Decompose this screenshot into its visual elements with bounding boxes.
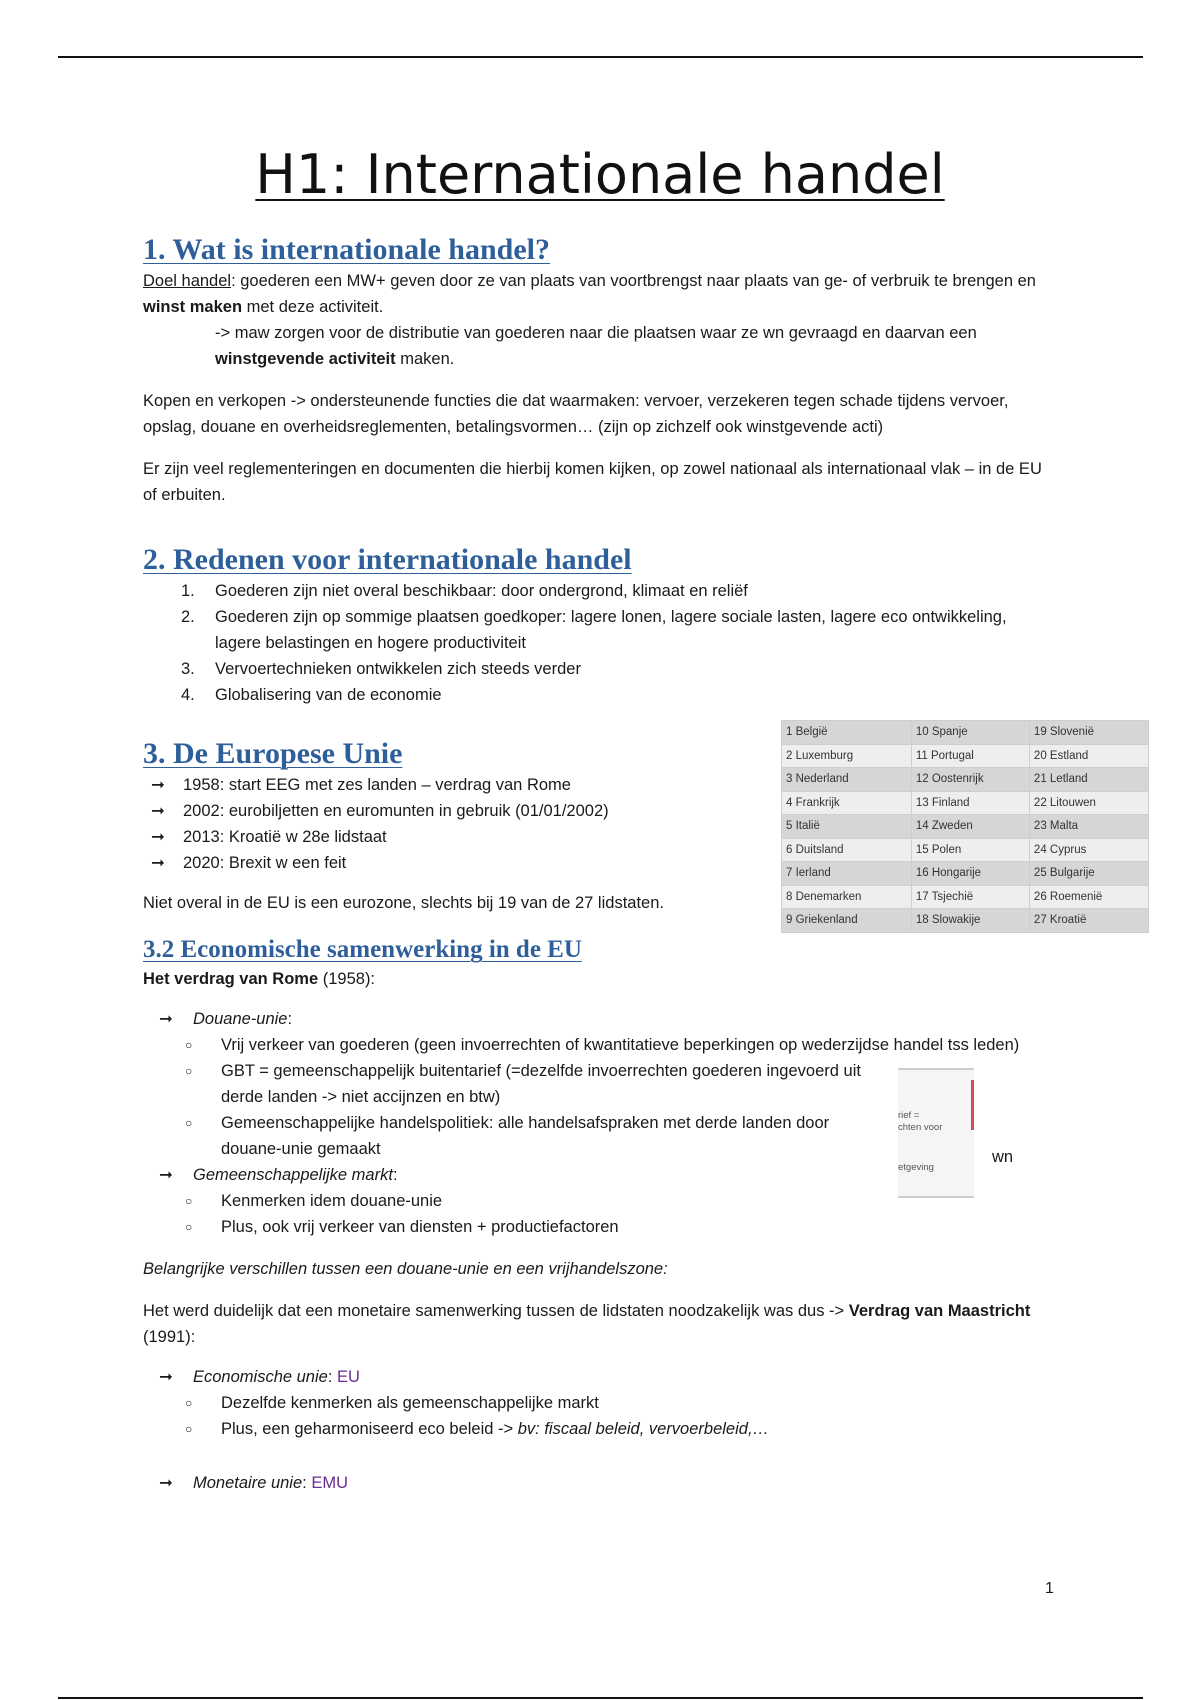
table-row: 9 Griekenland 18 Slowakije 27 Kroatië — [782, 909, 1149, 933]
list-item: ○ GBT = gemeenschappelijk buitentarief (=dezelfde invoerrechten goederen ingevoerd uit derde landen -> niet accijnzen en btw) — [143, 1058, 881, 1110]
list-item: 4. Globalisering van de economie — [181, 686, 442, 704]
section-eu — [143, 736, 763, 916]
section-economic-cooperation — [143, 934, 1043, 1496]
eu-timeline-list — [143, 772, 763, 876]
list-item: 2. Goederen zijn op sommige plaatsen goedkoper: lagere lonen, lagere sociale lasten, lagere eco ontwikkeling, lagere belastingen en hogere productiviteit — [181, 608, 1007, 652]
list-item: 3. Vervoertechnieken ontwikkelen zich steeds verder — [181, 660, 581, 678]
footer-rule — [58, 1697, 1143, 1699]
list-item: ○ Vrij verkeer van goederen (geen invoerrechten of kwantitatieve beperkingen op wederzijdse handel tss leden) — [143, 1032, 1031, 1058]
bullet-circle-icon: ○ — [185, 1396, 193, 1410]
list-item: ○ Kenmerken idem douane-unie — [143, 1188, 1043, 1214]
arrow-icon: ➞ — [151, 776, 165, 794]
bullet-circle-icon: ○ — [185, 1038, 193, 1052]
list-item: ○ Plus, ook vrij verkeer van diensten + productiefactoren — [143, 1214, 1043, 1240]
table-row: 8 Denemarken 17 Tsjechië 26 Roemenië — [782, 885, 1149, 909]
section-reasons — [143, 542, 1043, 708]
list-item: ➞ Gemeenschappelijke markt: — [143, 1162, 1043, 1188]
eurozone-note: Niet overal in de EU is een eurozone, slechts bij 19 van de 27 lidstaten. — [143, 894, 664, 912]
bullet-circle-icon: ○ — [185, 1064, 193, 1078]
list-item: ➞ 1958: start EEG met zes landen – verdrag van Rome — [143, 772, 763, 798]
section-1-paragraph-1: Doel handel: goederen een MW+ geven door ze van plaats van voortbrengst naar plaats van ge- of verbruik te brengen en winst maken met deze activiteit. — [143, 272, 1036, 316]
list-item: ➞ 2020: Brexit w een feit — [143, 850, 763, 876]
arrow-icon: ➞ — [159, 1368, 173, 1386]
bullet-circle-icon: ○ — [185, 1422, 193, 1436]
differences-line: Belangrijke verschillen tussen een douane-unie en een vrijhandelszone: — [143, 1260, 668, 1278]
list-item: ➞ Douane-unie: — [143, 1006, 1043, 1032]
arrow-icon: ➞ — [159, 1166, 173, 1184]
reasons-list — [143, 578, 1043, 708]
arrow-icon: ➞ — [159, 1010, 173, 1028]
maastricht-line: Het werd duidelijk dat een monetaire samenwerking tussen de lidstaten noodzakelijk was dus -> Verdrag van Maastricht (1991): — [143, 1302, 1031, 1346]
arrow-icon: ➞ — [151, 828, 165, 846]
bullet-circle-icon: ○ — [185, 1220, 193, 1234]
eco-list — [143, 1390, 1043, 1442]
arrow-icon: ➞ — [151, 854, 165, 872]
section-1-heading: 1. Wat is internationale handel? — [143, 233, 550, 266]
section-1-paragraph-4: Er zijn veel reglementeringen en documenten die hierbij komen kijken, op zowel nationaal als internationaal vlak – in de EU of erbuiten. — [143, 460, 1042, 504]
fragment-wn: wn — [992, 1148, 1014, 1166]
cropped-image-fragment: rief = chten voor etgeving — [898, 1068, 974, 1198]
table-row: 3 Nederland 12 Oostenrijk 21 Letland — [782, 768, 1149, 792]
table-row: 4 Frankrijk 13 Finland 22 Litouwen — [782, 791, 1149, 815]
fragment-red-mark — [971, 1080, 974, 1130]
list-item: ➞ 2002: eurobiljetten en euromunten in gebruik (01/01/2002) — [143, 798, 763, 824]
table-row: 2 Luxemburg 11 Portugal 20 Estland — [782, 744, 1149, 768]
list-item: ○ Gemeenschappelijke handelspolitiek: alle handelsafspraken met derde landen door douane-unie gemaakt — [143, 1110, 881, 1162]
table-row: 1 België 10 Spanje 19 Slovenië — [782, 721, 1149, 745]
list-item: ○ Plus, een geharmoniseerd eco beleid -> bv: fiscaal beleid, vervoerbeleid,… — [143, 1416, 1043, 1442]
list-item: ➞ Monetaire unie: EMU — [143, 1470, 1043, 1496]
section-3-heading: 3. De Europese Unie — [143, 737, 403, 770]
page-number: 1 — [1045, 1580, 1054, 1597]
section-what-is-trade — [143, 232, 1043, 508]
section-3-2-heading: 3.2 Economische samenwerking in de EU — [143, 936, 582, 963]
header-rule — [58, 56, 1143, 58]
list-item: ➞ 2013: Kroatië w 28e lidstaat — [143, 824, 763, 850]
arrow-icon: ➞ — [151, 802, 165, 820]
page-title: H1: Internationale handel — [255, 143, 945, 206]
rome-list — [143, 1006, 1043, 1032]
eco-list-head — [143, 1364, 1043, 1390]
table-row: 7 Ierland 16 Hongarije 25 Bulgarije — [782, 862, 1149, 886]
section-1-paragraph-3: Kopen en verkopen -> ondersteunende functies die dat waarmaken: vervoer, verzekeren tegen schade tijdens vervoer, opslag, douane en overheidsreglementen, betalingsvormen… (zijn op zichzelf ook winstgevende acti) — [143, 392, 1009, 436]
section-2-heading: 2. Redenen voor internationale handel — [143, 543, 632, 576]
table-row: 5 Italië 14 Zweden 23 Malta — [782, 815, 1149, 839]
section-1-paragraph-2: -> maw zorgen voor de distributie van goederen naar die plaatsen waar ze wn gevraagd en daarvan een winstgevende activiteit maken. — [215, 324, 977, 368]
list-item: ➞ Economische unie: EU — [143, 1364, 1043, 1390]
rome-treaty-line: Het verdrag van Rome (1958): — [143, 970, 376, 988]
list-item: ○ Dezelfde kenmerken als gemeenschappelijke markt — [143, 1390, 1043, 1416]
member-states-table — [781, 720, 1149, 933]
table-row: 6 Duitsland 15 Polen 24 Cyprus — [782, 838, 1149, 862]
bullet-circle-icon: ○ — [185, 1116, 193, 1130]
bullet-circle-icon: ○ — [185, 1194, 193, 1208]
mon-list-head — [143, 1470, 1043, 1496]
list-item: 1. Goederen zijn niet overal beschikbaar: door ondergrond, klimaat en reliëf — [181, 582, 748, 600]
arrow-icon: ➞ — [159, 1474, 173, 1492]
